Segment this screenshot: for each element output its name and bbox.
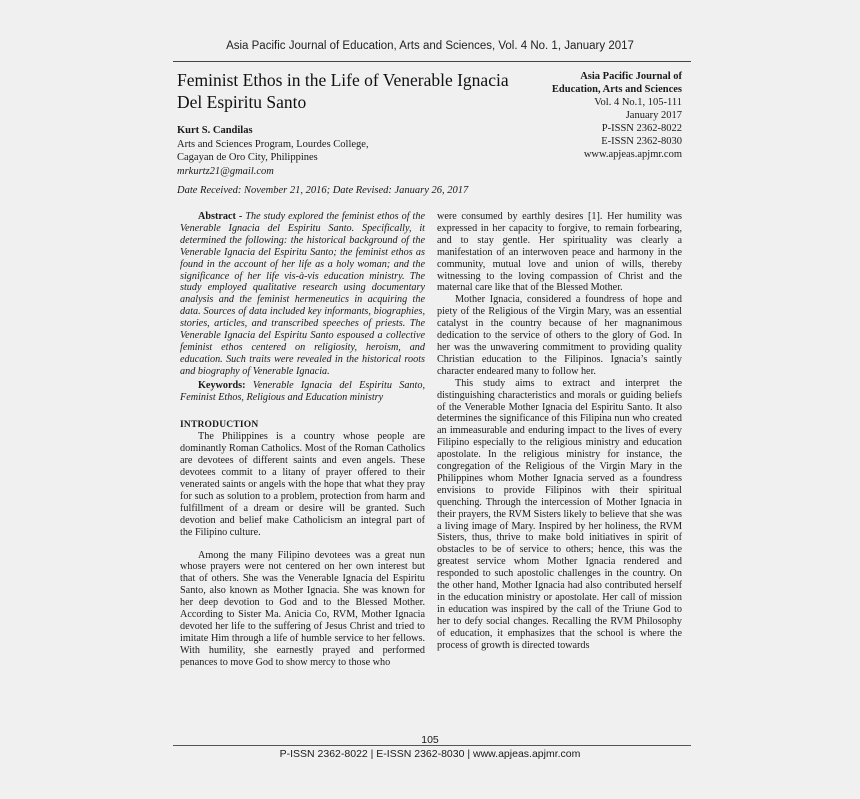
journal-pissn: P-ISSN 2362-8022 xyxy=(601,123,682,134)
journal-website: www.apjeas.apjmr.com xyxy=(583,149,682,160)
introduction-heading: INTRODUCTION xyxy=(180,419,259,430)
page-number: 105 xyxy=(421,734,439,746)
journal-name-line-1: Asia Pacific Journal of xyxy=(580,71,682,82)
abstract-text: The study explored the feminist ethos of the Venerable Ignacia del Espiritu Santo. Specifically, it determined the following: the historical background of the Venerable Ignacia del Espiritu Santo; the feminist ethos as found in the account of her life as a holy woman; and the significance of her life vis-à-vis education ministry. The study employed qualitative research using documentary analysis and the feminist hermeneutics in acquiring the data. Sources of data included key informants, biographies, stories, articles, and transcribed speeches of priests. The Venerable Ignacia del Espiritu Santo espoused a collective feminist ethos centered on religiosity, heroism, and education. Such traits were revealed in the historical roots and biography of Venerable Ignacia. xyxy=(180,211,425,377)
abstract-label: Abstract - xyxy=(198,211,246,222)
introduction-paragraph-4: This study aims to extract and interpret the distinguishing characteristics and morals or guiding beliefs of the Venerable Mother Ignacia del Espiritu Santo. It also determines the significance of this Filipina nun who created an immeasurable and enduring impact to the lives of every Filipino especially to the religious ministry and education apostolate. In the religious ministry for instance, the congregation of the Religious of the Virgin Mary in the Philippines whom Mother Ignacia served as a foundress envisions to provide Filipinos with their spiritual quenching. Through the intercession of Mother Ignacia in their prayers, the RVM Sisters likely to believe that she was a living image of Mary. Inspired by her holiness, the RVM Sisters, thus, thrive to make bold initiatives in spirit of obstacles to be of service to others; hence, this was the greatest service whom Mother Ignacia rendered and responded to such apostolic challenges in the country. On the other hand, Mother Ignacia had also contributed herself in the education ministry or apostolate. Her call of mission in education was inspired by the call of the Triune God to her to defy social changes. Recalling the RVM Philosophy of education, it emphasizes that the school is where the process of growth is directed towards xyxy=(437,377,682,651)
journal-eissn: E-ISSN 2362-8030 xyxy=(601,136,682,147)
abstract xyxy=(180,211,425,378)
footer-rule xyxy=(173,745,691,746)
author-affiliation-2: Cagayan de Oro City, Philippines xyxy=(177,152,318,163)
journal-name-line-2: Education, Arts and Sciences xyxy=(551,84,682,95)
page-footer: P-ISSN 2362-8022 | E-ISSN 2362-8030 | www.apjeas.apjmr.com xyxy=(279,748,581,760)
journal-date: January 2017 xyxy=(625,110,682,121)
left-column xyxy=(180,211,425,669)
introduction-paragraph-3: Mother Ignacia, considered a foundress of hope and piety of the Religious of the Virgin Mary, was an essential catalyst in the country because of her magnanimous dedication to the service of others to the glory of God. In her was the unwavering commitment to providing quality Christian education to the Filipinos. Ignacia’s saintly character endeared many to follow her. xyxy=(437,294,682,377)
introduction-paragraph-2: Among the many Filipino devotees was a great nun whose prayers were not centered on her own interest but that of others. She was the Venerable Ignacia del Espiritu Santo, also known as Mother Ignacia. She was known for her deep devotion to God and to the Blessed Mother. According to Sister Ma. Anicia Co, RVM, Mother Ignacia devoted her life to the suffering of Jesus Christ and tried to imitate Him through a life of humble service to her fellows. With humility, she earnestly prayed and performed penances to move God to show mercy to those who xyxy=(180,549,425,668)
introduction-paragraph-2-continued: were consumed by earthly desires [1]. Her humility was expressed in her capacity to forgive, to remain forbearing, and to stay gentle. Her spirituality was clearly a manifestation of an interwoven peace and harmony in the community, mutual love and union of wills, thereby witnessing to the loving compassion of Christ and the maternal care like that of the Blessed Mother. xyxy=(437,211,682,294)
keywords-label: Keywords: xyxy=(198,379,253,391)
keywords-text: Venerable Ignacia del Espiritu Santo, Feminist Ethos, Religious and Education ministry xyxy=(180,379,425,403)
author-name: Kurt S. Candilas xyxy=(177,125,253,136)
article-title: Feminist Ethos in the Life of Venerable Ignacia Del Espiritu Santo xyxy=(177,70,509,112)
author-affiliation-1: Arts and Sciences Program, Lourdes College, xyxy=(177,138,369,150)
right-column xyxy=(437,211,682,652)
author-email: mrkurtz21@gmail.com xyxy=(177,165,274,177)
author-block xyxy=(177,124,477,178)
introduction-paragraph-1: The Philippines is a country whose people are dominantly Roman Catholics. Most of the Roman Catholics are devotees of different saints and even angels. These devotees commit to a litany of prayer offered to their venerated saints or angels with the hope that what they pray for such as solution to a problem, protection from harm and fulfillment of a dream or desire will be granted. Such devotion and belief make Catholicism an integral part of the Filipino culture. xyxy=(180,431,425,538)
journal-volume: Vol. 4 No.1, 105-111 xyxy=(594,97,682,108)
article-dates: Date Received: November 21, 2016; Date Revised: January 26, 2017 xyxy=(177,185,469,196)
header-rule xyxy=(173,61,691,62)
keywords xyxy=(180,380,425,404)
journal-info-box xyxy=(482,70,682,161)
running-head: Asia Pacific Journal of Education, Arts and Sciences, Vol. 4 No. 1, January 2017 xyxy=(226,40,634,52)
